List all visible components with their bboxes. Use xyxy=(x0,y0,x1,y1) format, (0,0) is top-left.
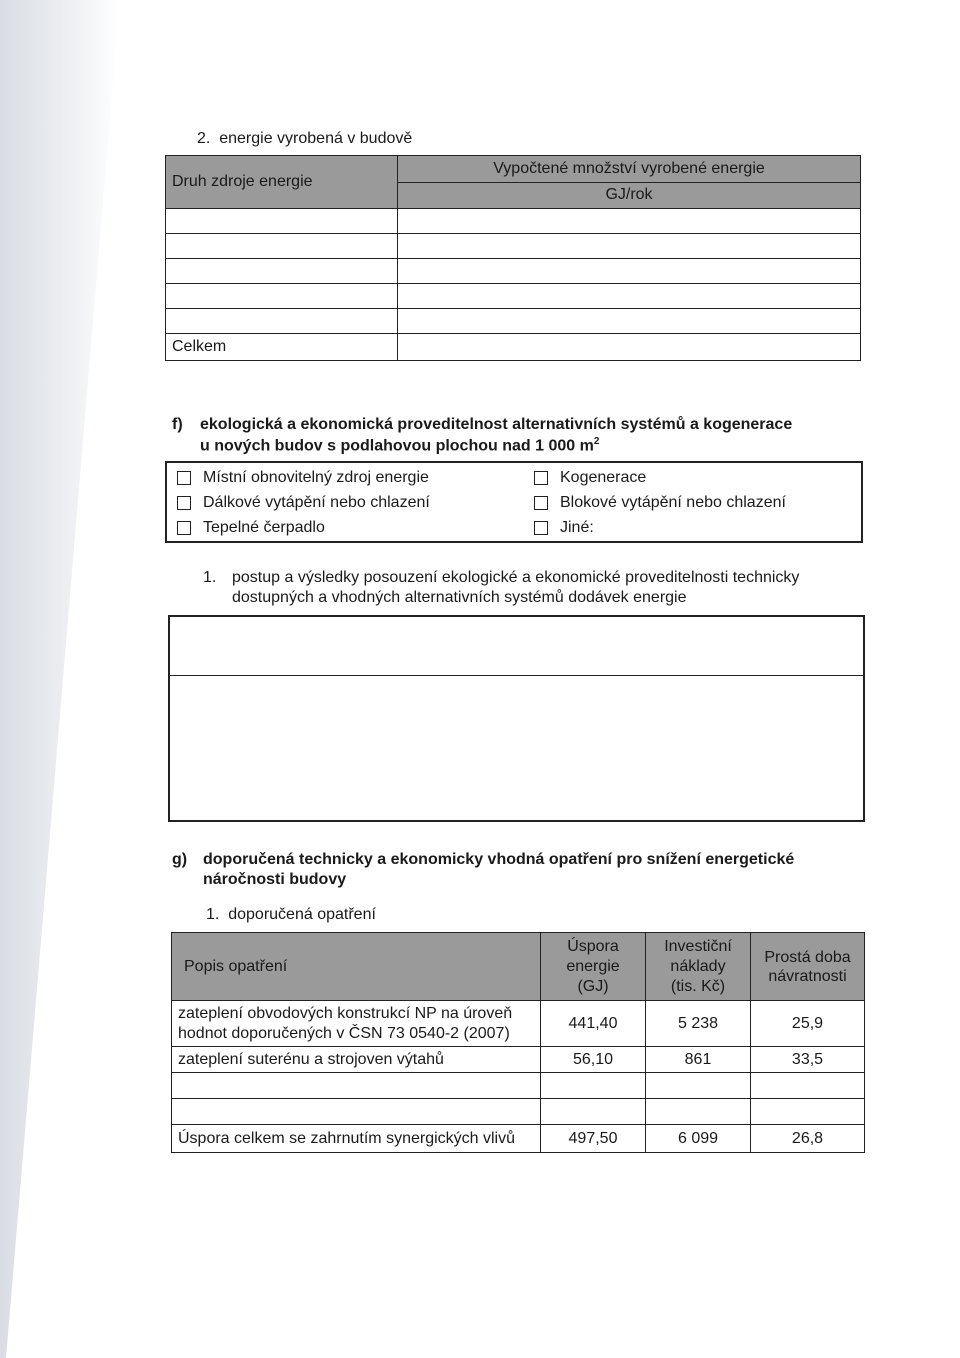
col-header-investment: Investiční náklady (tis. Kč) xyxy=(646,933,751,1001)
row-savings: 441,40 xyxy=(541,1001,646,1047)
row-description: zateplení obvodových konstrukcí NP na úroveň hodnot doporučených v ČSN 73 0540-2 (2007) xyxy=(172,1001,541,1047)
section-2-heading: 2. energie vyrobená v budově xyxy=(197,130,413,147)
checkbox-block-heating[interactable]: Blokové vytápění nebo chlazení xyxy=(534,494,786,512)
col-header-source: Druh zdroje energie xyxy=(166,156,398,209)
row-savings: 56,10 xyxy=(541,1047,646,1073)
section-g-title-2: náročnosti budovy xyxy=(203,871,347,888)
total-payback: 26,8 xyxy=(751,1125,865,1153)
section-g-title-1: doporučená technicky a ekonomicky vhodná opatření pro snížení energetické xyxy=(203,851,795,868)
col-header-savings: Úspora energie (GJ) xyxy=(541,933,646,1001)
recommended-measures-table xyxy=(171,932,865,1153)
total-label: Úspora celkem se zahrnutím synergických vlivů xyxy=(172,1125,541,1153)
section-f-letter: f) xyxy=(172,416,183,433)
assessment-text-box-row xyxy=(170,617,863,676)
section-g-item: 1. doporučená opatření xyxy=(206,906,376,923)
row-investment: 5 238 xyxy=(646,1001,751,1047)
checkbox-local-renewable[interactable]: Místní obnovitelný zdroj energie xyxy=(177,469,429,487)
section-f-item-line-2: dostupných a vhodných alternativních systémů dodávek energie xyxy=(232,589,687,606)
table-row xyxy=(166,209,861,234)
checkbox-icon[interactable] xyxy=(177,521,191,535)
total-investment: 6 099 xyxy=(646,1125,751,1153)
col-header-payback: Prostá doba návratnosti xyxy=(751,933,865,1001)
total-row xyxy=(172,1125,865,1153)
checkbox-icon[interactable] xyxy=(177,471,191,485)
section-f-title-1: ekologická a ekonomická proveditelnost alternativních systémů a kogenerace xyxy=(200,416,793,433)
section-f-title-2: u nových budov s podlahovou plochou nad 1 000 $m^2$ xyxy=(200,436,600,455)
checkbox-other[interactable]: Jiné: xyxy=(534,519,594,537)
table-row xyxy=(166,284,861,309)
table-row xyxy=(172,1099,865,1125)
col-header-amount: Vypočtené množství vyrobené energie xyxy=(398,156,861,183)
table-row xyxy=(166,234,861,259)
total-label: Celkem xyxy=(166,334,398,361)
alternative-systems-box xyxy=(165,461,863,543)
section-f-item-num: 1. xyxy=(203,569,217,586)
total-row xyxy=(166,334,861,361)
table-row xyxy=(166,309,861,334)
produced-energy-table xyxy=(165,155,861,361)
checkbox-cogeneration[interactable]: Kogenerace xyxy=(534,469,646,487)
checkbox-icon[interactable] xyxy=(177,496,191,510)
checkbox-district-heating[interactable]: Dálkové vytápění nebo chlazení xyxy=(177,494,430,512)
scan-page-edge xyxy=(0,0,120,1358)
table-row xyxy=(172,1047,865,1073)
section-g-letter: g) xyxy=(172,851,188,868)
row-payback: 25,9 xyxy=(751,1001,865,1047)
assessment-text-box[interactable] xyxy=(168,615,865,822)
row-payback: 33,5 xyxy=(751,1047,865,1073)
col-header-description: Popis opatření xyxy=(172,933,541,1001)
row-investment: 861 xyxy=(646,1047,751,1073)
table-row xyxy=(172,1001,865,1047)
table-row xyxy=(172,1073,865,1099)
checkbox-icon[interactable] xyxy=(534,471,548,485)
col-header-unit: GJ/rok xyxy=(398,182,861,209)
row-description: zateplení suterénu a strojoven výtahů xyxy=(172,1047,541,1073)
table-header-row xyxy=(172,933,865,1001)
checkbox-icon[interactable] xyxy=(534,496,548,510)
table-row xyxy=(166,259,861,284)
checkbox-icon[interactable] xyxy=(534,521,548,535)
checkbox-heat-pump[interactable]: Tepelné čerpadlo xyxy=(177,519,325,537)
section-f-item-line-1: postup a výsledky posouzení ekologické a ekonomické proveditelnosti technicky xyxy=(232,569,800,586)
total-savings: 497,50 xyxy=(541,1125,646,1153)
